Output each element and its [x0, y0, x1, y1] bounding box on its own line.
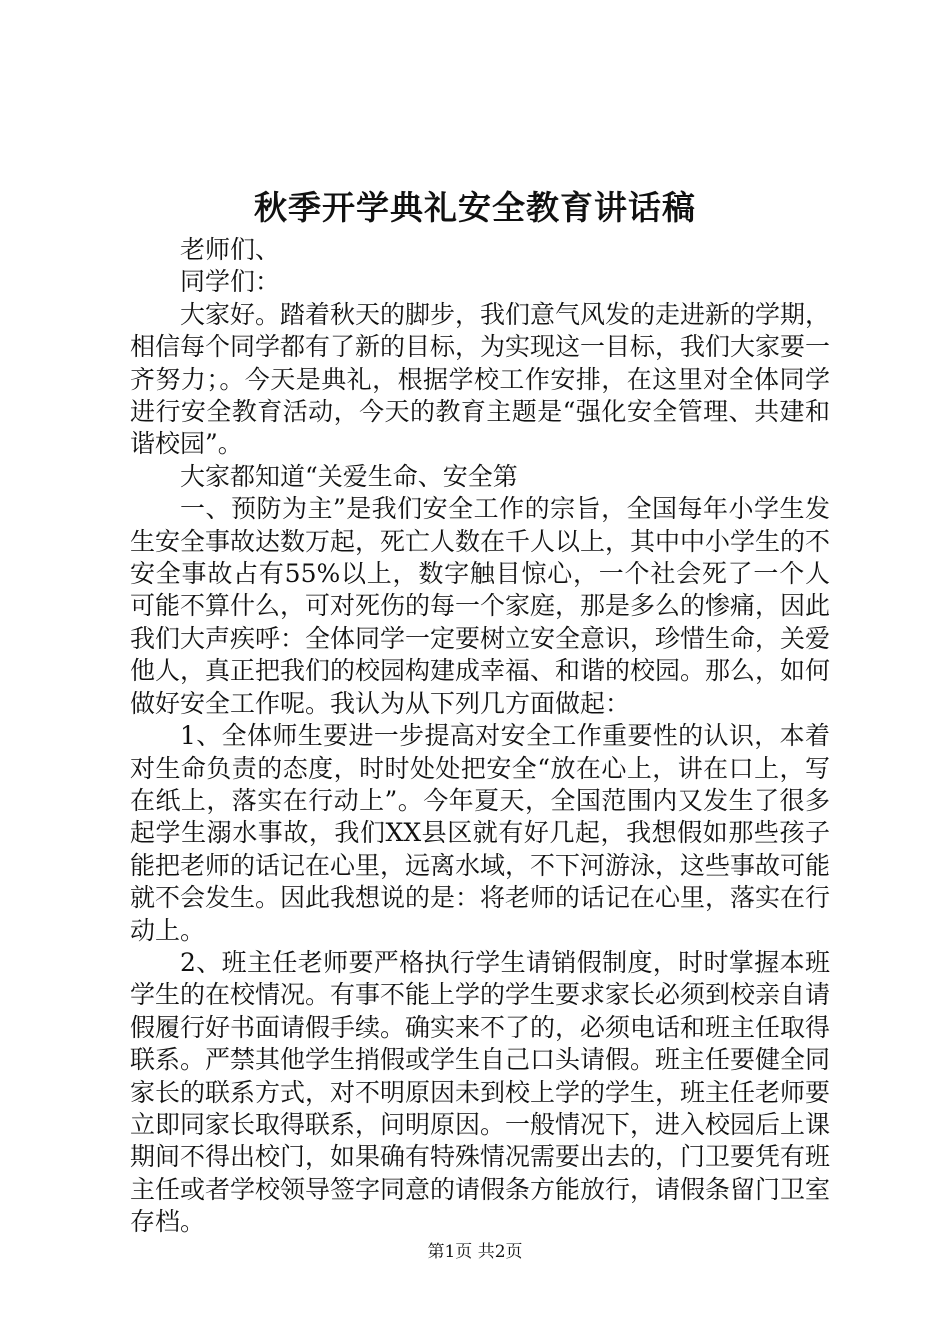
- paragraph-slogan-rest: 一、预防为主”是我们安全工作的宗旨，全国每年小学生发生安全事故达数万起，死亡人数在千人以上，其中中小学生的不安全事故占有55%以上，数字触目惊心，一个社会死了一个人可能不算什么，可对死伤的每一个家庭，那是多么的惨痛，因此我们大声疾呼：全体同学一定要树立安全意识，珍惜生命，关爱他人，真正把我们的校园构建成幸福、和谐的校园。那么，如何做好安全工作呢。我认为从下列几方面做起：: [130, 494, 831, 718]
- paragraph-point-2: 2、班主任老师要严格执行学生请销假制度，时时掌握本班学生的在校情况。有事不能上学的学生要求家长必须到校亲自请假履行好书面请假手续。确实来不了的，必须电话和班主任取得联系。严禁其他学生捎假或学生自己口头请假。班主任要健全同家长的联系方式，对不明原因未到校上学的学生，班主任老师要立即同家长取得联系，问明原因。一般情况下，进入校园后上课期间不得出校门，如果确有特殊情况需要出去的，门卫要凭有班主任或者学校领导签字同意的请假条方能放行，请假条留门卫室存档。: [130, 947, 831, 1237]
- paragraph-intro: 大家好。踏着秋天的脚步，我们意气风发的走进新的学期，相信每个同学都有了新的目标，为实现这一目标，我们大家要一齐努力；。今天是典礼，根据学校工作安排，在这里对全体同学进行安全教育活动，今天的教育主题是“强化安全管理、共建和谐校园”。: [130, 299, 831, 459]
- salutation-teachers: 老师们、: [180, 235, 281, 264]
- document-title: 秋季开学典礼安全教育讲话稿: [254, 188, 696, 227]
- salutation-students: 同学们：: [180, 267, 281, 297]
- paragraph-slogan-start: 大家都知道“关爱生命、安全第: [180, 461, 518, 491]
- document-body: [130, 234, 830, 1239]
- page-number-footer: 第1页 共2页: [427, 1242, 523, 1262]
- paragraph-point-1: 1、全体师生要进一步提高对安全工作重要性的认识，本着对生命负责的态度，时时处处把安全“放在心上，讲在口上，写在纸上，落实在行动上”。今年夏天，全国范围内又发生了很多起学生溺水事故，我们XX县区就有好几起，我想假如那些孩子能把老师的话记在心里，远离水域，不下河游泳，这些事故可能就不会发生。因此我想说的是：将老师的话记在心里，落实在行动上。: [130, 721, 831, 945]
